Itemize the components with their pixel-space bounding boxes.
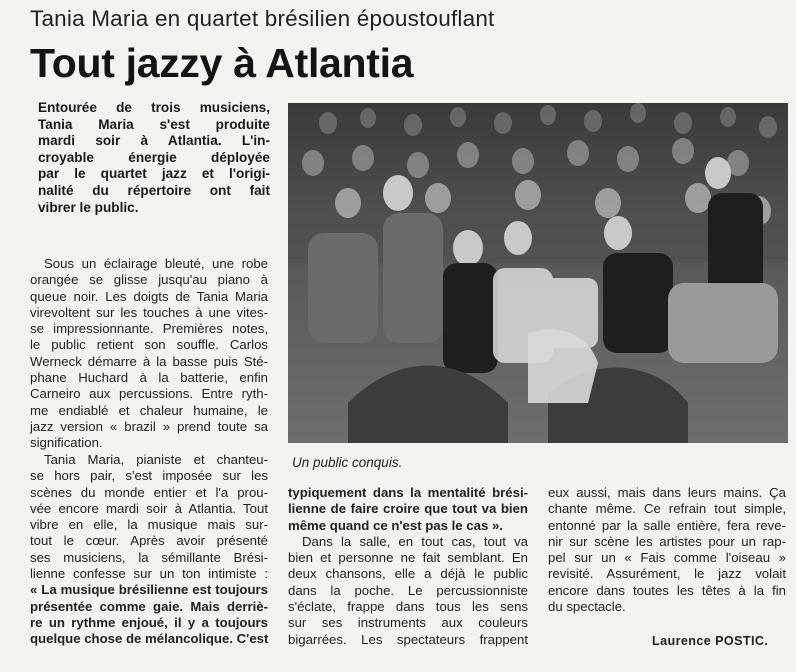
lead-line: nalité du répertoire ont fait bbox=[38, 182, 270, 198]
body-line: encore dans toutes les têtes à la fin bbox=[548, 582, 786, 598]
body-column-2 bbox=[288, 485, 528, 648]
body-line: eux aussi, mais dans leurs mains. Ça bbox=[548, 485, 786, 500]
quote-line bbox=[30, 582, 268, 598]
lead-line: vibrer le public. bbox=[38, 199, 139, 215]
body-line: signification. bbox=[30, 435, 103, 451]
quote-text: présentée comme gaie. Mais derriè- bbox=[30, 598, 268, 614]
body-line: me endiablé et chaleur humaine, le bbox=[30, 402, 268, 418]
body-column-1-part-2 bbox=[30, 452, 268, 648]
quote-line bbox=[30, 631, 268, 647]
body-line: Sous un éclairage bleuté, une robe bbox=[44, 256, 268, 271]
body-line: le public retient son souffle. Carlos bbox=[30, 337, 268, 353]
quote-text: « La musique brésilienne est toujours bbox=[30, 582, 268, 598]
article-headline: Tout jazzy à Atlantia bbox=[30, 40, 414, 86]
quote-line bbox=[30, 615, 268, 631]
body-line: orangée se glisse jusqu'au piano à bbox=[30, 272, 268, 288]
quote-line bbox=[288, 518, 528, 534]
audience-photo bbox=[288, 103, 788, 443]
body-line: dans la poche. Le percussionniste bbox=[288, 582, 528, 598]
body-line: bigarrées. Les spectateurs frappent bbox=[288, 631, 528, 647]
body-line: du spectacle. bbox=[548, 599, 626, 615]
body-line: tout le cœur. Après avoir présenté bbox=[30, 533, 268, 549]
body-line: virevoltent sur les touches à une vites- bbox=[30, 304, 268, 320]
quote-text: re un rythme enjoué, il y a toujours bbox=[30, 614, 268, 630]
quote-line bbox=[30, 599, 268, 615]
body-line: scènes du monde entier et l'a prou- bbox=[30, 484, 268, 500]
body-line: nir sur scène les artistes pour un rap- bbox=[548, 533, 786, 549]
body-line: vée encore mardi soir à Atlantia. Tout bbox=[30, 500, 268, 516]
quote-line bbox=[288, 501, 528, 517]
lead-line: Entourée de trois musiciens, bbox=[38, 100, 270, 115]
lead-line: croyable énergie déployée bbox=[38, 149, 270, 165]
body-line: se hors pair, s'est imposée sur les bbox=[30, 468, 268, 484]
lead-line: Tania Maria s'est produite bbox=[38, 116, 270, 132]
body-column-3 bbox=[548, 485, 786, 615]
body-line: bien et personne ne fait semblant. En bbox=[288, 550, 528, 566]
author-signature: Laurence POSTIC. bbox=[652, 634, 769, 648]
body-line: ses musiciens, la sémillante Brési- bbox=[30, 549, 268, 565]
body-line: phane Huchard à la batterie, enfin bbox=[30, 370, 268, 386]
body-line: Carneiro aux percussions. Entre ryth- bbox=[30, 386, 268, 402]
quote-line bbox=[288, 485, 528, 501]
body-line: se impressionnante. Premières notes, bbox=[30, 321, 268, 337]
photo-caption: Un public conquis. bbox=[292, 455, 403, 470]
article-kicker: Tania Maria en quartet brésilien époustouflant bbox=[30, 6, 495, 31]
body-line: s'éclate, frappe dans tous les sens bbox=[288, 599, 528, 615]
quote-text: lienne de faire croire que tout va bien bbox=[288, 501, 528, 517]
body-line: sur ses instruments aux couleurs bbox=[288, 615, 528, 631]
body-line: Werneck démarre à la basse puis Sté- bbox=[30, 353, 268, 369]
body-line: deux chansons, elle a déjà le public bbox=[288, 566, 528, 582]
body-line: queue noir. Les doigts de Tania Maria bbox=[30, 288, 268, 304]
body-line: vibre en elle, la musique mais sur- bbox=[30, 517, 268, 533]
lead-line: par le quartet jazz et l'origi- bbox=[38, 166, 270, 182]
body-line: Dans la salle, en tout cas, tout va bbox=[302, 533, 528, 549]
lead-line: mardi soir à Atlantia. L'in- bbox=[38, 133, 270, 149]
body-column-1-part-1 bbox=[30, 256, 268, 452]
audience-photo-graphic bbox=[288, 103, 788, 443]
body-line: lienne confesse sur un ton intimiste : bbox=[30, 566, 268, 582]
body-line: entonné par la salle entière, fera reve- bbox=[548, 517, 786, 533]
body-line: Tania Maria, pianiste et chanteu- bbox=[44, 452, 268, 467]
body-line: chante même. Ce refrain tout simple, bbox=[548, 501, 786, 517]
article-lead bbox=[38, 100, 270, 216]
quote-text: quelque chose de mélancolique. C'est bbox=[30, 631, 269, 647]
body-line: jazz version « brazil » prend toute sa bbox=[30, 418, 268, 434]
body-line: pel sur un « Fais comme l'oiseau » bbox=[548, 550, 786, 566]
quote-text: même quand ce n'est pas le cas ». bbox=[288, 517, 503, 533]
quote-text: typiquement dans la mentalité brési- bbox=[288, 485, 528, 500]
body-line: revisité. Assurément, le jazz volait bbox=[548, 566, 786, 582]
